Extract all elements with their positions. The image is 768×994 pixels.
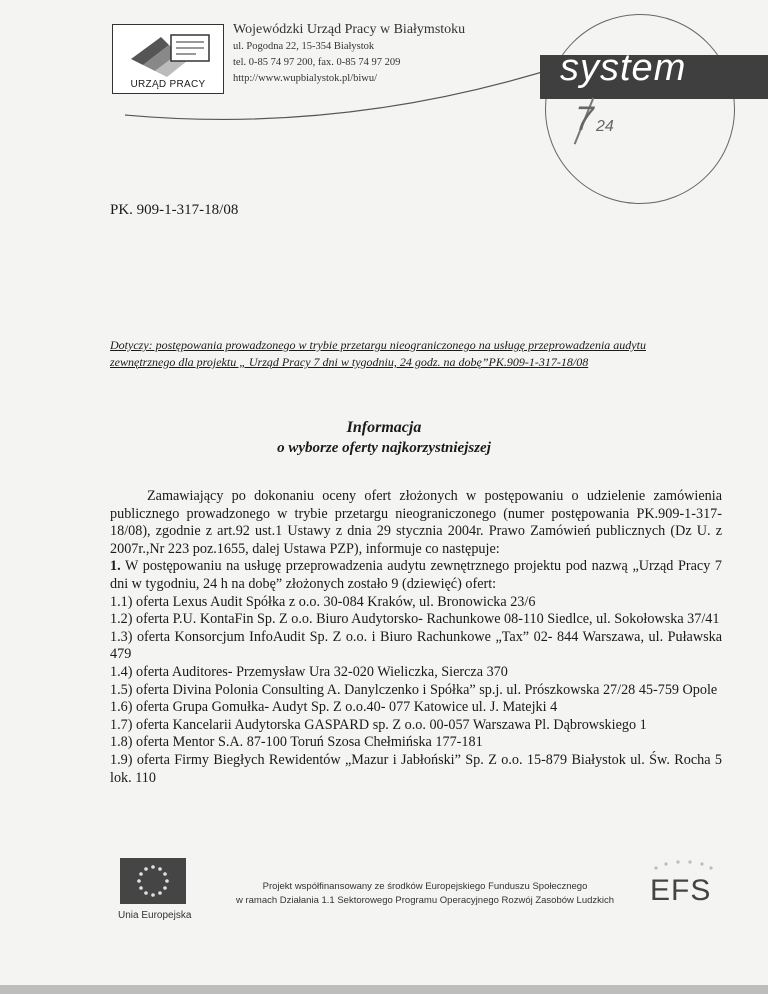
letterhead-arc [125, 60, 565, 200]
org-address: ul. Pogodna 22, 15-354 Białystok [233, 40, 375, 52]
system-logo-word: system [560, 47, 687, 89]
document-title: Informacja [346, 419, 422, 436]
eu-flag-icon [120, 858, 186, 904]
point-1-number: 1. [110, 558, 121, 575]
org-phone: tel. 0-85 74 97 200, fax. 0-85 74 97 209 [233, 57, 401, 69]
document-subtitle: o wyborze oferty najkorzystniejszej [277, 440, 491, 456]
project-line-2: w ramach Działania 1.1 Sektorowego Programu Operacyjnego Rozwój Zasobów Ludzkich [235, 895, 615, 907]
document-body [110, 488, 722, 787]
reference-number: PK. 909-1-317-18/08 [110, 202, 239, 218]
offer-item: 1.4) oferta Auditores- Przemysław Ura 32-020 Wieliczka, Siercza 370 [110, 663, 508, 680]
offer-item: 1.8) oferta Mentor S.A. 87-100 Toruń Szosa Chełmińska 177-181 [110, 734, 483, 751]
efs-stars-icon [648, 858, 718, 872]
org-name: Wojewódzki Urząd Pracy w Białymstoku [233, 22, 466, 37]
offer-item: 1.2) oferta P.U. KontaFin Sp. Z o.o. Biuro Audytorsko- Rachunkowe 08-110 Siedlce, ul. Sokołowska 37/41 [110, 611, 720, 628]
offer-item: 1.5) oferta Divina Polonia Consulting A. Danylczenko i Spółka” sp.j. ul. Prószkowska 27/28 45-759 Opole [110, 681, 718, 698]
point-1-text: W postępowaniu na usługę przeprowadzenia audytu zewnętrznego projektu pod nazwą „Urząd Pracy 7 dni w tygodniu, 24 h na dobę” złożonych zostało 9 (dziewięć) ofert: [110, 558, 723, 592]
project-funding-note [225, 880, 625, 909]
offer-item: 1.1) oferta Lexus Audit Spółka z o.o. 30-084 Kraków, ul. Bronowicka 23/6 [110, 593, 536, 610]
system-logo-seven: 7 [575, 100, 594, 138]
offer-item: 1.9) oferta Firmy Biegłych Rewidentów „Mazur i Jabłoński” Sp. Z o.o. 15-879 Białystok ul. Św. Rocha 5 lok. 110 [110, 751, 722, 786]
intro-paragraph: Zamawiający po dokonaniu oceny ofert złożonych w postępowaniu o udzielenie zamówienia publicznego prowadzonego w trybie przetargu nieograniczonego (numer postępowania PK.909-1-317-18/08), zgodnie z art.92 ust.1 Ustawy z dnia 29 stycznia 2004r. Prawo Zamówień publicznych (Dz U. z 2007r.,Nr 223 poz.1655, dalej Ustawa PZP), informuje co następuje: [110, 488, 722, 557]
logo-text: URZĄD PRACY [130, 79, 206, 90]
org-url[interactable]: http://www.wupbialystok.pl/biwu/ [233, 73, 377, 85]
offer-item: 1.3) oferta Konsorcjum InfoAudit Sp. Z o.o. i Biuro Rachunkowe „Tax” 02- 844 Warszawa, ul. Puławska 479 [110, 628, 722, 663]
efs-logo: EFS [650, 874, 712, 907]
scan-edge [0, 985, 768, 994]
system-logo-24: 24 [596, 118, 614, 135]
offer-item: 1.6) oferta Grupa Gomułka- Audyt Sp. Z o.o.40- 077 Katowice ul. J. Matejki 4 [110, 699, 558, 716]
system-logo-circle [545, 14, 735, 204]
offer-item: 1.7) oferta Kancelarii Audytorska GASPARD sp. Z o.o. 00-057 Warszawa Pl. Dąbrowskiego 1 [110, 716, 647, 733]
subject-line: Dotyczy: postępowania prowadzonego w trybie przetargu nieograniczonego na usługę przeprowadzenia audytu zewnętrznego dla projektu „ Urząd Pracy 7 dni w tygodniu, 24 godz. na dobę”PK.909-1-317-18/08 [110, 338, 646, 369]
point-1 [110, 558, 722, 593]
project-line-1: Projekt współfinansowany ze środków Europejskiego Funduszu Społecznego [262, 881, 588, 892]
eu-label: Unia Europejska [118, 910, 192, 921]
